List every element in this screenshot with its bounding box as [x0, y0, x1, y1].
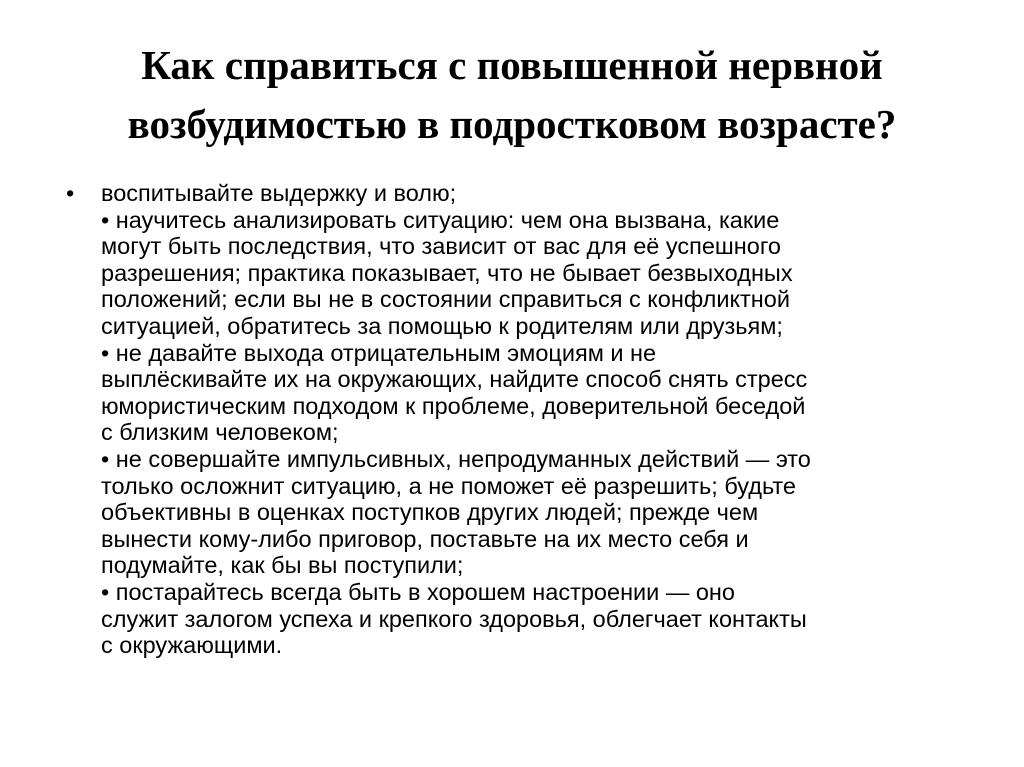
body-line: • не совершайте импульсивных, непродуманных действий — это: [101, 445, 811, 472]
body-line: подумайте, как бы вы поступили;: [101, 552, 464, 579]
body-line: с близким человеком;: [101, 419, 339, 446]
bullet-list: [68, 180, 968, 659]
list-item: [68, 180, 968, 659]
body-line: могут быть последствия, что зависит от вас для её успешного: [101, 233, 781, 260]
slide-title: [40, 36, 984, 154]
body-line: служит залогом успеха и крепкого здоровья, облегчает контакты: [101, 605, 807, 632]
body-line: с окружающими.: [101, 632, 283, 659]
body-line: • постарайтесь всегда быть в хорошем настроении — оно: [101, 578, 735, 605]
body-line: выплёскивайте их на окружающих, найдите способ снять стресс: [101, 366, 808, 393]
body-line: объективны в оценках поступков других людей; прежде чем: [101, 499, 759, 526]
body-line: разрешения; практика показывает, что не бывает безвыходных: [101, 259, 793, 286]
body-line: вынести кому-либо приговор, поставьте на их место себя и: [101, 525, 749, 552]
body-line: воспитывайте выдержку и волю;: [101, 180, 457, 206]
body-line: юмористическим подходом к проблеме, доверительной беседой: [101, 392, 806, 419]
body-line: положений; если вы не в состоянии справиться с конфликтной: [101, 286, 790, 313]
title-line: возбудимостью в подростковом возрасте?: [127, 101, 897, 147]
body-line: • научитесь анализировать ситуацию: чем она вызвана, какие: [101, 206, 780, 233]
bullet-icon: •: [66, 180, 75, 206]
body-line: ситуацией, обратитесь за помощью к родителям или друзьям;: [101, 312, 783, 339]
body-line: только осложнит ситуацию, а не поможет её разрешить; будьте: [101, 472, 796, 499]
body-line: • не давайте выхода отрицательным эмоциям и не: [101, 339, 657, 366]
title-line: Как справиться с повышенной нервной: [141, 42, 883, 88]
